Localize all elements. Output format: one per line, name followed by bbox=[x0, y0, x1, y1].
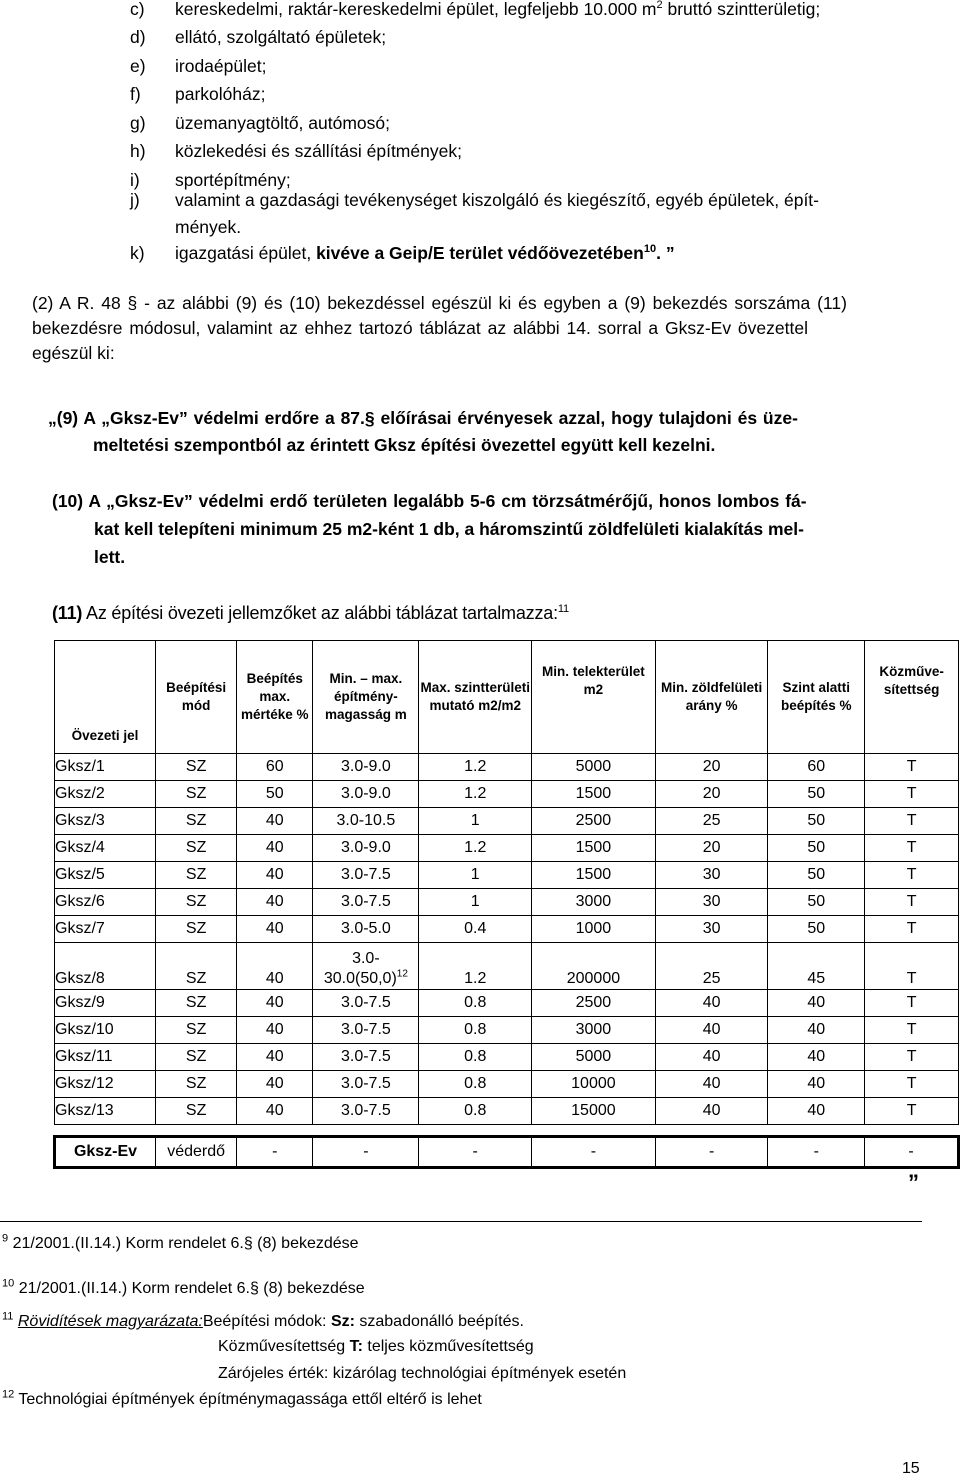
list-item-i: sportépítmény; bbox=[175, 170, 291, 190]
cell: 0.4 bbox=[419, 916, 531, 943]
cell: 1 bbox=[419, 808, 531, 835]
cell: T bbox=[865, 808, 959, 835]
table-row bbox=[55, 835, 959, 862]
cell: 50 bbox=[768, 835, 865, 862]
list-label-k: k) bbox=[130, 243, 145, 263]
cell: 3.0-7.5 bbox=[313, 862, 419, 889]
cell: Gksz/11 bbox=[55, 1044, 156, 1071]
cell: 30 bbox=[655, 862, 767, 889]
cell: 0.8 bbox=[419, 1098, 531, 1125]
list-item-e: irodaépület; bbox=[175, 56, 267, 76]
cell: 40 bbox=[237, 1098, 313, 1125]
cell: 40 bbox=[237, 1017, 313, 1044]
header-coverage: Beépítés max. mértéke % bbox=[237, 641, 313, 754]
cell: SZ bbox=[156, 862, 237, 889]
cell: 40 bbox=[237, 835, 313, 862]
list-label-j: j) bbox=[130, 190, 140, 210]
cell: 3.0-5.0 bbox=[313, 916, 419, 943]
table-row bbox=[55, 943, 959, 990]
cell-line: 30.0(50,0) bbox=[323, 970, 397, 987]
cell: 1.2 bbox=[419, 781, 531, 808]
cell: 45 bbox=[768, 943, 865, 990]
cell: 20 bbox=[655, 835, 767, 862]
cell: SZ bbox=[156, 754, 237, 781]
cell: 40 bbox=[237, 862, 313, 889]
footnote-rule bbox=[0, 1221, 922, 1222]
cell: T bbox=[865, 835, 959, 862]
cell: 40 bbox=[237, 889, 313, 916]
cell: 40 bbox=[768, 1044, 865, 1071]
cell: 1500 bbox=[531, 781, 655, 808]
cell: Gksz/3 bbox=[55, 808, 156, 835]
cell: Gksz/2 bbox=[55, 781, 156, 808]
cell: 0.8 bbox=[419, 1017, 531, 1044]
table-row bbox=[55, 862, 959, 889]
cell: 40 bbox=[237, 916, 313, 943]
cell: Gksz/5 bbox=[55, 862, 156, 889]
table-row bbox=[55, 1098, 959, 1125]
cell: SZ bbox=[156, 1017, 237, 1044]
cell: - bbox=[419, 1137, 531, 1168]
cell: T bbox=[865, 1044, 959, 1071]
cell: 50 bbox=[237, 781, 313, 808]
cell: T bbox=[865, 889, 959, 916]
cell: 5000 bbox=[531, 754, 655, 781]
cell: 20 bbox=[655, 754, 767, 781]
cell: T bbox=[865, 1071, 959, 1098]
cell: Gksz/4 bbox=[55, 835, 156, 862]
cell: 15000 bbox=[531, 1098, 655, 1125]
footnote-11-brackets: Zárójeles érték: kizárólag technológiai építmények esetén bbox=[218, 1365, 627, 1382]
cell bbox=[313, 943, 419, 990]
cell: 40 bbox=[237, 1044, 313, 1071]
list-item-h: közlekedési és szállítási építmények; bbox=[175, 141, 462, 161]
cell: SZ bbox=[156, 1098, 237, 1125]
cell: 3.0-7.5 bbox=[313, 1017, 419, 1044]
cell: - bbox=[768, 1137, 865, 1168]
cell: 0.8 bbox=[419, 990, 531, 1017]
list-label-h: h) bbox=[130, 141, 146, 161]
cell: T bbox=[865, 1098, 959, 1125]
cell: 1000 bbox=[531, 916, 655, 943]
cell: 1.2 bbox=[419, 835, 531, 862]
cell: Gksz-Ev bbox=[55, 1137, 156, 1168]
cell: 40 bbox=[768, 1017, 865, 1044]
cell: 3.0-7.5 bbox=[313, 889, 419, 916]
cell: SZ bbox=[156, 943, 237, 990]
cell: 40 bbox=[768, 1098, 865, 1125]
cell: SZ bbox=[156, 835, 237, 862]
header-mode: Beépítési mód bbox=[156, 641, 237, 754]
page-number: 15 bbox=[902, 1460, 920, 1477]
cell: T bbox=[865, 781, 959, 808]
cell: 1.2 bbox=[419, 754, 531, 781]
cell: 40 bbox=[237, 808, 313, 835]
cell: 40 bbox=[237, 943, 313, 990]
list-label-f: f) bbox=[130, 84, 141, 104]
cell: Gksz/8 bbox=[55, 943, 156, 990]
list-item-c: kereskedelmi, raktár-kereskedelmi épület, legfeljebb 10.000 $m^2$ bruttó szintterületig; bbox=[175, 0, 821, 19]
cell: SZ bbox=[156, 1071, 237, 1098]
cell: SZ bbox=[156, 1044, 237, 1071]
cell: 40 bbox=[655, 1098, 767, 1125]
table-row bbox=[55, 1071, 959, 1098]
paragraph-11: (11) Az építési övezeti jellemzőket az alábbi táblázat tartalmazza:$^{11}$ bbox=[52, 603, 569, 623]
table-row bbox=[55, 754, 959, 781]
cell: 40 bbox=[768, 990, 865, 1017]
cell: Gksz/12 bbox=[55, 1071, 156, 1098]
cell: 60 bbox=[237, 754, 313, 781]
cell: Gksz/9 bbox=[55, 990, 156, 1017]
cell: 50 bbox=[768, 781, 865, 808]
cell: 50 bbox=[768, 808, 865, 835]
cell: 50 bbox=[768, 916, 865, 943]
cell: T bbox=[865, 1017, 959, 1044]
cell: T bbox=[865, 862, 959, 889]
footnote-ref: 12 bbox=[396, 968, 408, 980]
cell: 25 bbox=[655, 943, 767, 990]
cell: Gksz/13 bbox=[55, 1098, 156, 1125]
cell: 50 bbox=[768, 862, 865, 889]
cell: Gksz/6 bbox=[55, 889, 156, 916]
table-row-gksz-ev bbox=[55, 1137, 959, 1168]
cell: - bbox=[313, 1137, 419, 1168]
cell: SZ bbox=[156, 781, 237, 808]
list-item-k: igazgatási épület, kivéve a Geip/E terület védőövezetében$^{10}$. ” bbox=[175, 243, 675, 263]
cell: 3.0-7.5 bbox=[313, 990, 419, 1017]
table-row bbox=[55, 889, 959, 916]
cell: 3.0-9.0 bbox=[313, 781, 419, 808]
table-row bbox=[55, 781, 959, 808]
cell: - bbox=[237, 1137, 313, 1168]
closing-quote: ” bbox=[908, 1170, 919, 1195]
cell: 2500 bbox=[531, 808, 655, 835]
list-label-i: i) bbox=[130, 170, 140, 190]
cell: 3.0-10.5 bbox=[313, 808, 419, 835]
cell-line: 3.0- bbox=[352, 950, 380, 967]
header-green-ratio: Min. zöldfelületi arány % bbox=[655, 641, 767, 754]
cell: 3.0-7.5 bbox=[313, 1098, 419, 1125]
cell: 40 bbox=[655, 990, 767, 1017]
cell: 1 bbox=[419, 889, 531, 916]
cell: 40 bbox=[237, 1071, 313, 1098]
cell: 0.8 bbox=[419, 1044, 531, 1071]
list-item-g: üzemanyagtöltő, autómosó; bbox=[175, 113, 390, 133]
list-item-d: ellátó, szolgáltató épületek; bbox=[175, 27, 387, 47]
cell: - bbox=[655, 1137, 767, 1168]
footnote-11-utilities: Közművesítettség T: teljes közművesítettség bbox=[218, 1338, 534, 1355]
paragraph-9: „(9) A „Gksz-Ev” védelmi erdőre a 87.§ előírásai érvényesek azzal, hogy tulajdoni és üze- meltetési szempontból az érintett Gksz építési övezettel együtt kell kezelni. bbox=[48, 408, 798, 455]
cell: 1.2 bbox=[419, 943, 531, 990]
table-header-row bbox=[55, 641, 959, 754]
table-row bbox=[55, 808, 959, 835]
footnote-11: $^{11}$ Rövidítések magyarázata:Beépítési módok: Sz: szabadonálló beépítés. bbox=[2, 1310, 524, 1330]
cell: 40 bbox=[768, 1071, 865, 1098]
header-height: Min. – max. építmény-magasság m bbox=[313, 641, 419, 754]
cell: 1 bbox=[419, 862, 531, 889]
zoning-table bbox=[53, 640, 960, 1169]
list-label-c: c) bbox=[130, 0, 145, 19]
footnote-10: $^{10}$ 21/2001.(II.14.) Korm rendelet 6.§ (8) bekezdése bbox=[2, 1277, 365, 1297]
cell: 60 bbox=[768, 754, 865, 781]
cell: 25 bbox=[655, 808, 767, 835]
list-item-j: valamint a gazdasági tevékenységet kiszolgáló és kiegészítő, egyéb épületek, épít- bbox=[175, 190, 819, 210]
header-floor-ratio: Max. szintterületi mutató m2/m2 bbox=[419, 641, 531, 754]
cell: SZ bbox=[156, 808, 237, 835]
cell: 40 bbox=[237, 990, 313, 1017]
cell: - bbox=[865, 1137, 959, 1168]
cell: 3.0-9.0 bbox=[313, 835, 419, 862]
cell: 1500 bbox=[531, 835, 655, 862]
header-plot-area: Min. telekterület m2 bbox=[531, 641, 655, 754]
header-underground: Szint alatti beépítés % bbox=[768, 641, 865, 754]
cell: Gksz/10 bbox=[55, 1017, 156, 1044]
header-zone: Övezeti jel bbox=[55, 641, 156, 754]
cell: 3.0-7.5 bbox=[313, 1071, 419, 1098]
cell: véderdő bbox=[156, 1137, 237, 1168]
cell: 3.0-7.5 bbox=[313, 1044, 419, 1071]
table-row bbox=[55, 990, 959, 1017]
cell: 3000 bbox=[531, 1017, 655, 1044]
cell: 200000 bbox=[531, 943, 655, 990]
cell: Gksz/7 bbox=[55, 916, 156, 943]
cell: 40 bbox=[655, 1044, 767, 1071]
cell: T bbox=[865, 754, 959, 781]
cell: 40 bbox=[655, 1017, 767, 1044]
list-label-e: e) bbox=[130, 56, 146, 76]
cell: SZ bbox=[156, 916, 237, 943]
cell: SZ bbox=[156, 889, 237, 916]
table-row bbox=[55, 1044, 959, 1071]
list-label-g: g) bbox=[130, 113, 146, 133]
cell: T bbox=[865, 943, 959, 990]
list-item-f: parkolóház; bbox=[175, 84, 266, 104]
cell: 20 bbox=[655, 781, 767, 808]
cell: T bbox=[865, 916, 959, 943]
cell: 10000 bbox=[531, 1071, 655, 1098]
cell: - bbox=[531, 1137, 655, 1168]
table-row bbox=[55, 1017, 959, 1044]
header-utilities: Közműve-sítettség bbox=[865, 641, 959, 754]
list-item-j-cont: mények. bbox=[175, 217, 242, 237]
footnote-12: $^{12}$ Technológiai építmények építménymagassága ettől eltérő is lehet bbox=[2, 1388, 482, 1408]
list-label-d: d) bbox=[130, 27, 146, 47]
cell: 1500 bbox=[531, 862, 655, 889]
footnote-9: $^9$ 21/2001.(II.14.) Korm rendelet 6.§ (8) bekezdése bbox=[2, 1232, 359, 1252]
cell: 30 bbox=[655, 916, 767, 943]
cell: 3000 bbox=[531, 889, 655, 916]
cell: 50 bbox=[768, 889, 865, 916]
cell: T bbox=[865, 990, 959, 1017]
cell: 2500 bbox=[531, 990, 655, 1017]
cell: 5000 bbox=[531, 1044, 655, 1071]
cell: 40 bbox=[655, 1071, 767, 1098]
cell: Gksz/1 bbox=[55, 754, 156, 781]
table-row bbox=[55, 916, 959, 943]
paragraph-10: (10) A „Gksz-Ev” védelmi erdő területen legalább 5-6 cm törzsátmérőjű, honos lombos fá- kat kell telepíteni minimum 25 m2-ként 1 db, a háromszintű zöldfelületi kialakítás mel- lett. bbox=[52, 491, 807, 567]
cell: 0.8 bbox=[419, 1071, 531, 1098]
paragraph-2: (2) A R. 48 § - az alábbi (9) és (10) bekezdéssel egészül ki és egyben a (9) bekezdés sorszáma (11) bekezdésre módosul, valamint az ehhez tartozó táblázat az alábbi 14. sorral a Gksz-Ev övezettel egészül ki: bbox=[32, 293, 847, 363]
cell: 3.0-9.0 bbox=[313, 754, 419, 781]
cell: 30 bbox=[655, 889, 767, 916]
cell: SZ bbox=[156, 990, 237, 1017]
table-separator bbox=[55, 1125, 959, 1137]
